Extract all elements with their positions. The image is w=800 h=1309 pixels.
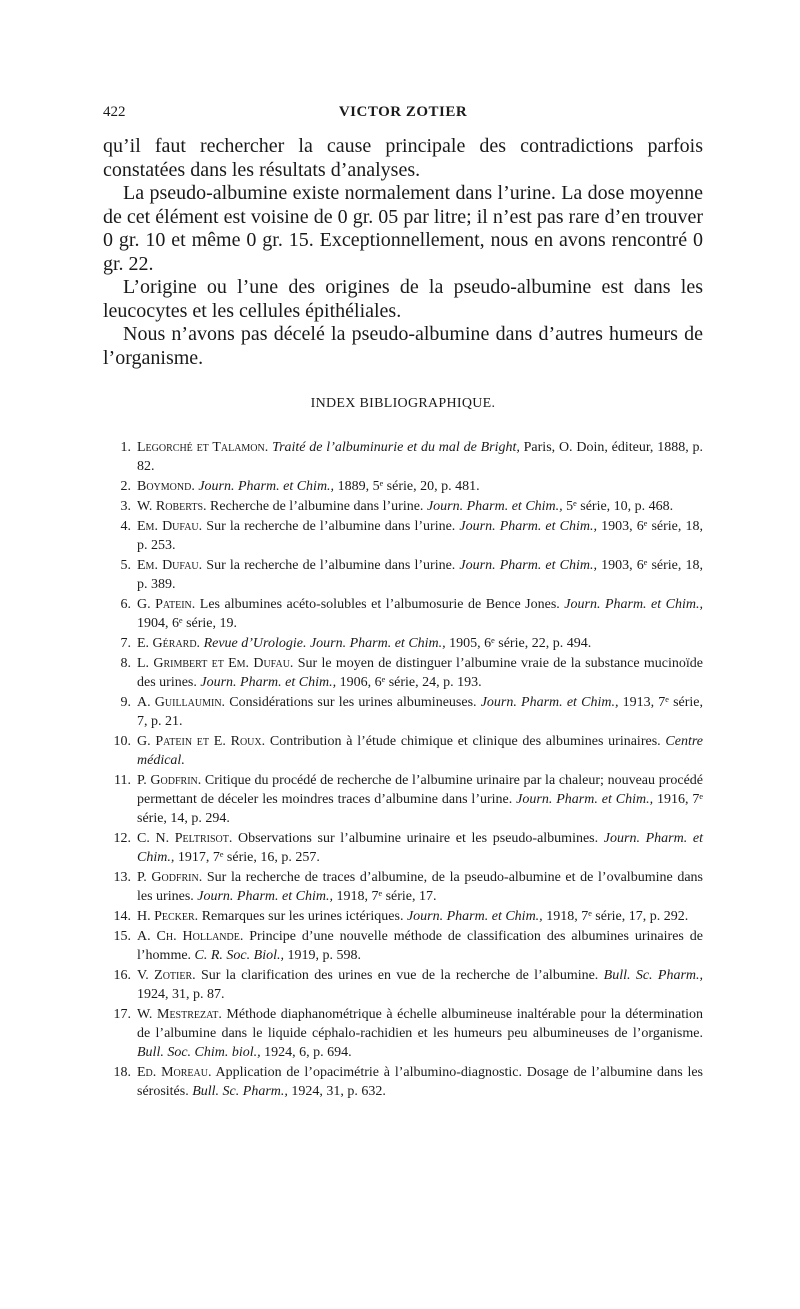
entry-title: Sur la recherche de traces d’albumine, de la pseudo-albumine et de l’ovalbumine dans les urines. [137, 870, 703, 904]
entry-number: 11. [114, 773, 131, 788]
entry-author: C. N. Peltrisot. [137, 831, 233, 846]
entry-reference: 1918, 7ᵉ série, 17. [332, 889, 437, 904]
entry-journal: Journ. Pharm. et Chim., [137, 831, 703, 865]
entry-author: Em. Dufau. [137, 519, 203, 534]
entry-reference: 1924, 31, p. 87. [137, 987, 225, 1002]
entry-number: 15. [113, 929, 131, 944]
entry-journal: Bull. Soc. Chim. biol., [137, 1045, 261, 1060]
entry-reference: 1919, p. 598. [283, 948, 361, 963]
entry-number: 13. [113, 870, 131, 885]
entry-author: H. Pecker. [137, 909, 199, 924]
entry-author: L. Grimbert et Em. Dufau. [137, 656, 294, 671]
entry-journal: Journ. Pharm. et Chim., [197, 889, 333, 904]
bibliography-entry [103, 868, 703, 906]
entry-title: Sur la recherche de l’albumine dans l’urine. [202, 519, 460, 534]
entry-journal: Journ. Pharm. et Chim., [198, 479, 335, 494]
bibliography-entry [103, 477, 703, 496]
entry-journal: Journ. Pharm. et Chim., [516, 792, 654, 807]
entry-number: 18. [113, 1065, 131, 1080]
entry-reference: 1905, 6ᵉ série, 22, p. 494. [445, 636, 592, 651]
entry-title: Méthode diaphanométrique à échelle albumineuse inaltérable pour la détermination de l’albumine dans le liquide céphalo-rachidien et les humeurs peu albumineuses de l’organisme. [137, 1007, 704, 1041]
entry-title: Observations sur l’albumine urinaire et les pseudo-albumines. [232, 831, 604, 846]
entry-journal: Journ. Pharm. et Chim., [200, 675, 337, 690]
entry-author: Boymond. [137, 479, 195, 494]
entry-number: 17. [113, 1007, 131, 1022]
entry-title: Sur la clarification des urines en vue de la recherche de l’albumine. [195, 968, 604, 983]
bibliography-entry [103, 556, 703, 594]
paragraph: qu’il faut rechercher la cause principale des contradictions parfois constatées dans les résultats d’analyses. [103, 135, 703, 181]
entry-journal: Journ. Pharm. et Chim., [480, 695, 619, 710]
page-number: 422 [103, 104, 126, 120]
bibliography-entry [103, 907, 703, 926]
entry-title: Principe d’une nouvelle méthode de classification des albumines urinaires de l’homme. [137, 929, 703, 963]
entry-number: 9. [120, 695, 131, 710]
entry-journal: Journ. Pharm. et Chim., [406, 909, 543, 924]
running-title: VICTOR ZOTIER [338, 104, 468, 120]
entry-journal: Bull. Sc. Pharm., [603, 968, 703, 983]
index-title: INDEX BIBLIOGRAPHIQUE. [310, 396, 496, 411]
entry-reference: 1903, 6ᵉ série, 18, p. 389. [137, 558, 703, 592]
entry-author: A. Guillaumin. [137, 695, 226, 710]
entry-reference: 1904, 6ᵉ série, 19. [137, 616, 238, 631]
entry-number: 14. [113, 909, 131, 924]
bibliography-entry [103, 634, 703, 653]
bibliography-entry [103, 966, 703, 1004]
entry-number: 6. [120, 597, 131, 612]
entry-author: G. Patein et E. Roux. [137, 734, 266, 749]
bibliography-entry [103, 654, 703, 692]
entry-journal: C. R. Soc. Biol., [194, 948, 284, 963]
entry-number: 7. [120, 636, 131, 651]
bibliography-entry [103, 517, 703, 555]
entry-number: 16. [113, 968, 131, 983]
bibliography-entry [103, 1005, 703, 1062]
entry-number: 4. [120, 519, 131, 534]
entry-number: 12. [113, 831, 131, 846]
entry-author: P. Godfrin. [137, 773, 202, 788]
entry-reference: 1889, 5ᵉ série, 20, p. 481. [334, 479, 480, 494]
entry-journal: Traité de l’albuminurie et du mal de Bright, [272, 440, 520, 455]
entry-title: Sur la recherche de l’albumine dans l’urine. [202, 558, 460, 573]
body-text [103, 135, 703, 370]
entry-reference: 1903, 6ᵉ série, 18, p. 253. [137, 519, 703, 553]
entry-journal: Journ. Pharm. et Chim., [564, 597, 703, 612]
bibliography-entry [103, 771, 703, 828]
bibliography-entry [103, 595, 703, 633]
entry-reference: 1906, 6ᵉ série, 24, p. 193. [336, 675, 482, 690]
paragraph: L’origine ou l’une des origines de la pseudo-albumine est dans les leucocytes et les cellules épithéliales. [103, 276, 703, 322]
bibliography-entry [103, 438, 703, 476]
entry-number: 8. [120, 656, 131, 671]
entry-reference: Paris, O. Doin, éditeur, 1888, p. 82. [137, 440, 704, 474]
entry-journal: Journ. Pharm. et Chim., [459, 558, 597, 573]
paragraph: La pseudo-albumine existe normalement dans l’urine. La dose moyenne de cet élément est voisine de 0 gr. 05 par litre; il n’est pas rare d’en trouver 0 gr. 10 et même 0 gr. 15. Exceptionnellement, nous en avons rencontré 0 gr. 22. [103, 182, 703, 275]
entry-author: Em. Dufau. [137, 558, 203, 573]
entry-author: E. Gérard. [137, 636, 201, 651]
entry-reference: 1916, 7ᵉ série, 14, p. 294. [137, 792, 703, 826]
entry-author: A. Ch. Hollande. [137, 929, 244, 944]
entry-title: Application de l’opacimétrie à l’albumino-diagnostic. Dosage de l’albumine dans les sérosités. [137, 1065, 703, 1099]
paragraph: Nous n’avons pas décelé la pseudo-albumine dans d’autres humeurs de l’organisme. [103, 323, 703, 369]
bibliography-entry [103, 927, 703, 965]
entry-number: 2. [120, 479, 131, 494]
bibliography-entry [103, 497, 703, 516]
entry-author: V. Zotier. [137, 968, 196, 983]
entry-reference: 1924, 31, p. 632. [287, 1084, 386, 1099]
entry-author: W. Roberts. [137, 499, 207, 514]
entry-journal: Journ. Pharm. et Chim., [459, 519, 597, 534]
entry-number: 3. [120, 499, 131, 514]
entry-title: Critique du procédé de recherche de l’albumine urinaire par la chaleur; nouveau procédé permettant de déceler les moindres traces d’albumine dans l’urine. [137, 773, 703, 807]
entry-title: Remarques sur les urines ictériques. [198, 909, 407, 924]
bibliography-entry [103, 1063, 703, 1101]
bibliography-entry [103, 829, 703, 867]
page-header [103, 104, 703, 126]
entry-title: Contribution à l’étude chimique et clinique des albumines urinaires. [265, 734, 666, 749]
entry-author: G. Patein. [137, 597, 196, 612]
bibliography-entry [103, 732, 703, 770]
entry-title: Recherche de l’albumine dans l’urine. [206, 499, 427, 514]
entry-journal: Centre médical. [137, 734, 703, 768]
entry-author: W. Mestrezat. [137, 1007, 222, 1022]
entry-author: Ed. Moreau. [137, 1065, 212, 1080]
entry-number: 10. [113, 734, 131, 749]
entry-author: Legorché et Talamon. [137, 440, 269, 455]
entry-number: 1. [120, 440, 131, 455]
entry-title: Sur le moyen de distinguer l’albumine vraie de la substance mucinoïde des urines. [137, 656, 703, 690]
entry-reference: 1917, 7ᵉ série, 16, p. 257. [174, 850, 320, 865]
entry-title: Considérations sur les urines albumineuses. [225, 695, 481, 710]
entry-journal: Revue d’Urologie. Journ. Pharm. et Chim., [203, 636, 446, 651]
entry-reference: 1913, 7ᵉ série, 7, p. 21. [137, 695, 703, 729]
entry-reference: 1924, 6, p. 694. [260, 1045, 352, 1060]
entry-number: 5. [120, 558, 131, 573]
entry-author: P. Godfrin. [137, 870, 203, 885]
bibliography-entry [103, 693, 703, 731]
entry-reference: 1918, 7ᵉ série, 17, p. 292. [542, 909, 689, 924]
entry-journal: Bull. Sc. Pharm., [192, 1084, 288, 1099]
entry-title: Les albumines acéto-solubles et l’albumosurie de Bence Jones. [195, 597, 565, 612]
bibliography-list [103, 438, 703, 1102]
entry-journal: Journ. Pharm. et Chim., [426, 499, 563, 514]
entry-reference: 5ᵉ série, 10, p. 468. [562, 499, 674, 514]
